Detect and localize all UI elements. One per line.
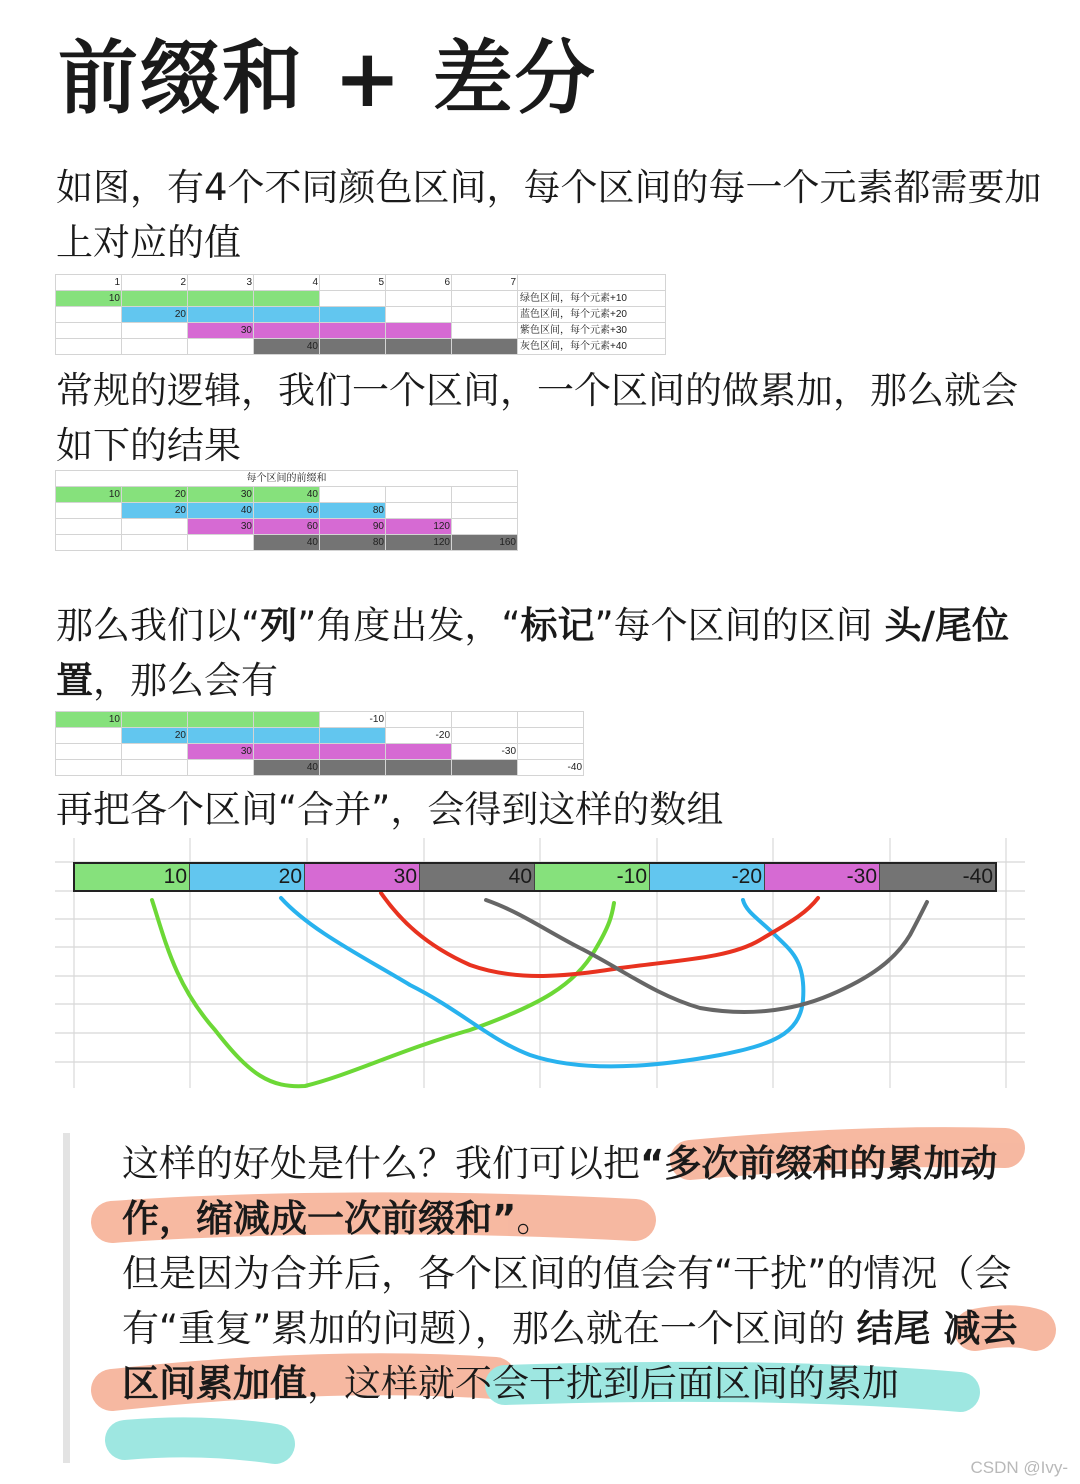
quote-line: [122, 1136, 1032, 1246]
array-cell: -40: [880, 864, 995, 890]
table-cell: 30: [188, 487, 254, 503]
text-span: 。: [516, 1197, 554, 1240]
array-cell: 30: [305, 864, 420, 890]
table-cell: 90: [320, 519, 386, 535]
table-cell: 10: [56, 487, 122, 503]
table-cell: 20: [122, 307, 188, 323]
teal-highlight: [125, 1437, 275, 1444]
emphasis-text: 标记: [520, 604, 595, 647]
table-cell: -30: [452, 744, 518, 760]
array-cell: 20: [190, 864, 305, 890]
table-cell: -20: [386, 728, 452, 744]
table-cell: 60: [254, 503, 320, 519]
summary-quote: [122, 1136, 1032, 1411]
array-cell: -20: [650, 864, 765, 890]
table-note: 紫色区间，每个元素+30: [518, 323, 666, 339]
table-cell: 10: [56, 712, 122, 728]
text-span: ，那么会有: [93, 659, 278, 702]
table-cell: 40: [188, 503, 254, 519]
text-span: ”每个区间的区间: [594, 604, 885, 647]
table-cell: 40: [254, 760, 320, 776]
highlighted-text: “多次前缀和的累加动作，缩减成一次前缀和”: [122, 1142, 998, 1240]
table-cell: 30: [188, 744, 254, 760]
table-cell: 20: [122, 503, 188, 519]
table-cell: 40: [254, 339, 320, 355]
table-cell: -40: [518, 760, 584, 776]
table-cell: 30: [188, 323, 254, 339]
table-cell: 5: [320, 275, 386, 291]
quote-line: [122, 1246, 1032, 1411]
watermark: CSDN @Ivy-: [970, 1458, 1068, 1477]
table-note: 蓝色区间，每个元素+20: [518, 307, 666, 323]
table-cell: 40: [254, 535, 320, 551]
array-cell: -10: [535, 864, 650, 890]
table-cell: 20: [122, 487, 188, 503]
text-span: 但是因为合并后，各个区间的值会有“干扰”的情况（会有“重复”累加的问题），那么就在一个区间的: [122, 1252, 1012, 1350]
highlighted-text: 这样就不会干扰到后面区间的累加: [344, 1362, 899, 1405]
text-span: 那么我们以“: [56, 604, 261, 647]
table-cell: 160: [452, 535, 518, 551]
highlighted-text: 结尾 减去 区间累加值: [122, 1307, 1018, 1405]
table-cell: 1: [56, 275, 122, 291]
table-title: 每个区间的前缀和: [56, 471, 518, 487]
table-cell: 20: [122, 728, 188, 744]
emphasis-text: 列: [260, 604, 298, 647]
table-cell: 10: [56, 291, 122, 307]
table-cell: 120: [386, 519, 452, 535]
array-cell: 40: [420, 864, 535, 890]
text-span: 这样的好处是什么？我们可以把: [122, 1142, 640, 1185]
naive-paragraph: 常规的逻辑，我们一个区间，一个区间的做累加，那么就会如下的结果: [56, 369, 1018, 467]
table-note: 绿色区间，每个元素+10: [518, 291, 666, 307]
table-cell: 3: [188, 275, 254, 291]
merge-paragraph: 再把各个区间“合并”，会得到这样的数组: [56, 788, 724, 831]
array-cell: 10: [75, 864, 190, 890]
table-cell: 4: [254, 275, 320, 291]
page-title: 前缀和 + 差分: [58, 32, 597, 125]
table-cell: 60: [254, 519, 320, 535]
emphasis-text: 头/尾位置: [56, 604, 1009, 702]
table-cell: 30: [188, 519, 254, 535]
intro-paragraph: 如图，有4个不同颜色区间，每个区间的每一个元素都需要加上对应的值: [56, 166, 1042, 264]
array-cell: -30: [765, 864, 880, 890]
table-cell: 7: [452, 275, 518, 291]
table-cell: 2: [122, 275, 188, 291]
table-cell: 6: [386, 275, 452, 291]
table-note: 灰色区间，每个元素+40: [518, 339, 666, 355]
table-cell: 80: [320, 535, 386, 551]
table-cell: -10: [320, 712, 386, 728]
table-cell: 40: [254, 487, 320, 503]
table-cell: 120: [386, 535, 452, 551]
text-span: ”角度出发，“: [297, 604, 521, 647]
text-span: ，: [307, 1362, 344, 1405]
table-cell: 80: [320, 503, 386, 519]
